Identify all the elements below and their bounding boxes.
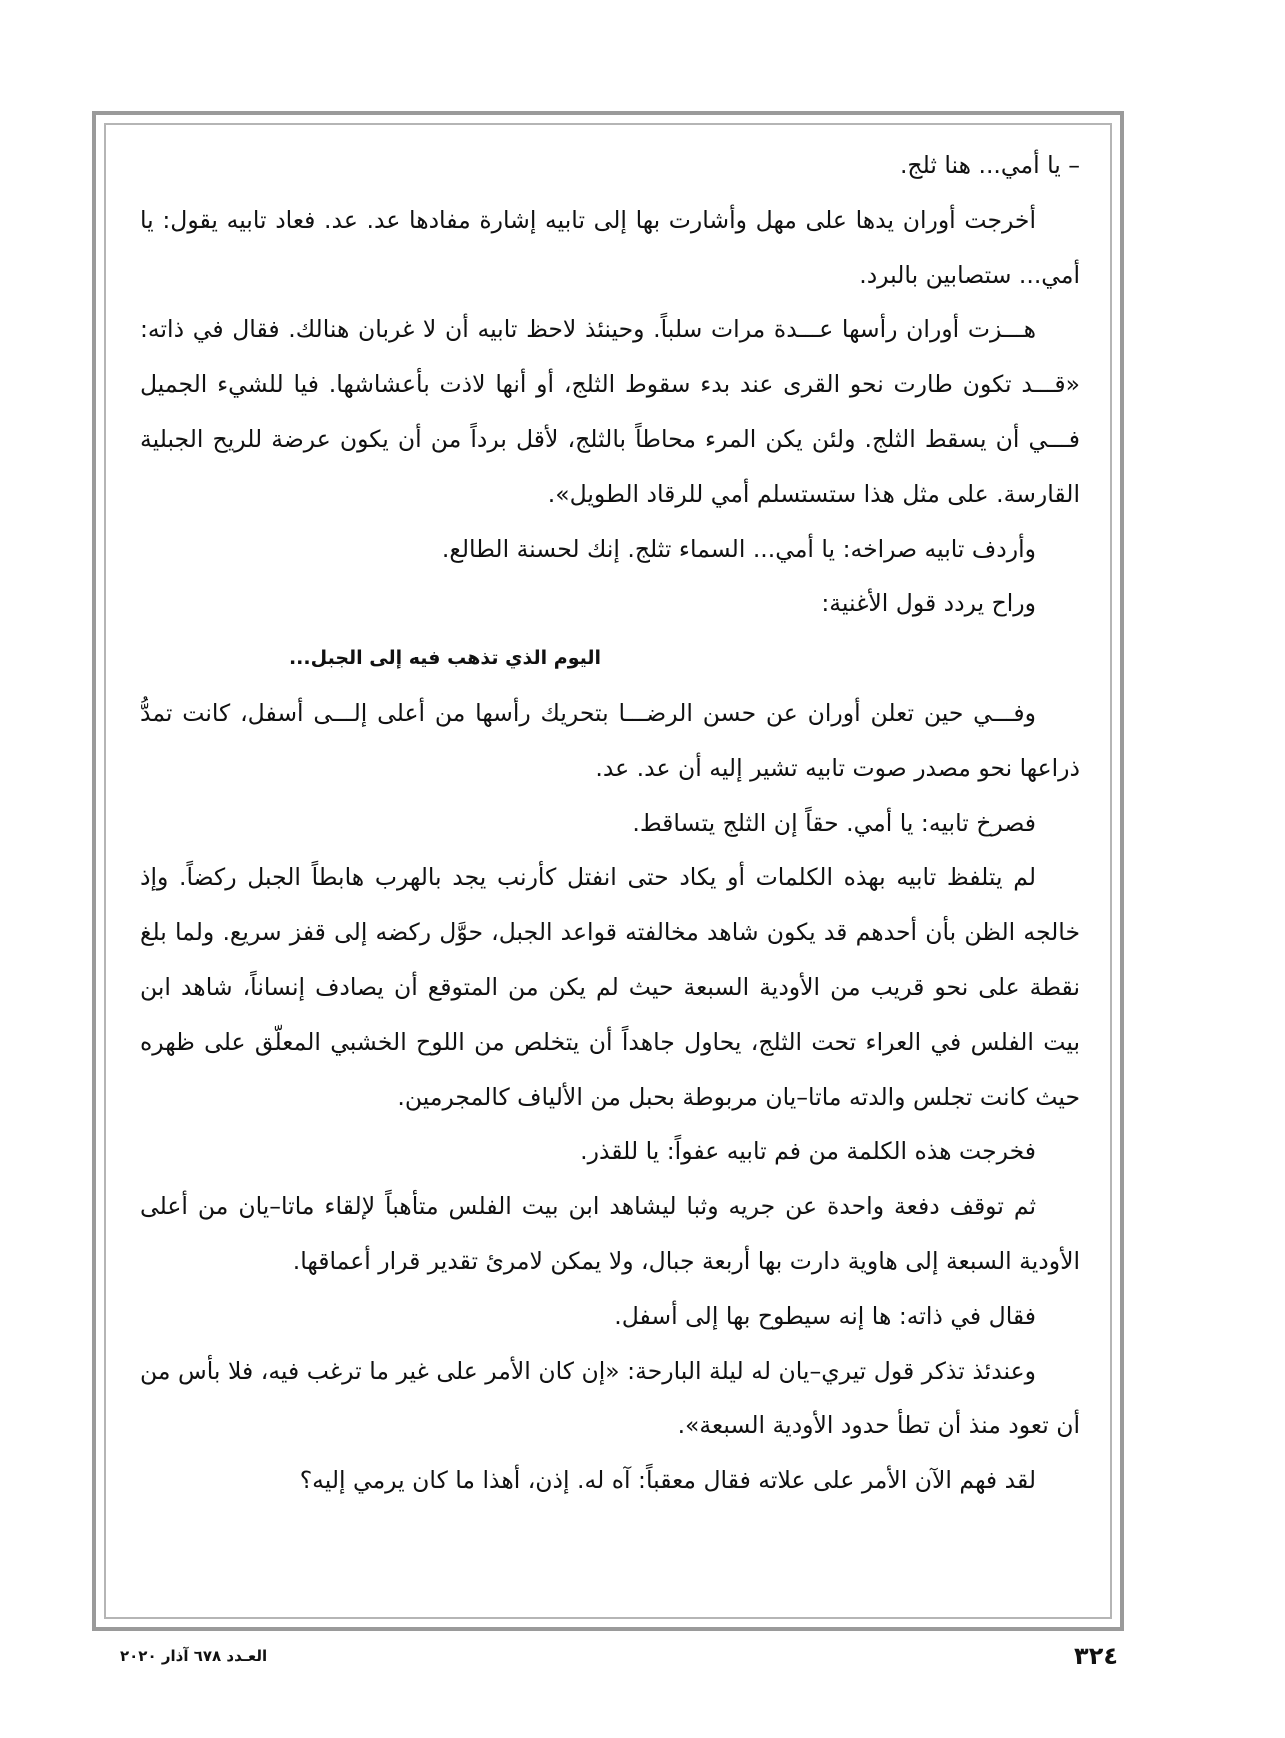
paragraph: وفـــي حين تعلن أوران عن حسن الرضـــا بتحريك رأسها من أعلى إلـــى أسفل، كانت تمدُّ ذراعها نحو مصدر صوت تابيه تشير إليه أن عد. عد. <box>140 698 1080 782</box>
paragraph: ثم توقف دفعة واحدة عن جريه وثبا ليشاهد ابن بيت الفلس متأهباً لإلقاء ماتا–يان من أعلى الأودية السبعة إلى هاوية دارت بها أربعة جبال، ولا يمكن لامرئ تقدير قرار أعماقها. <box>140 1192 1080 1275</box>
paragraph: وعندئذ تذكر قول تيري–يان له ليلة البارحة: «إن كان الأمر على غير ما ترغب فيه، فلا بأس من أن تعود منذ أن تطأ حدود الأودية السبعة». <box>140 1356 1080 1440</box>
paragraph: أخرجت أوران يدها على مهل وأشارت بها إلى تابيه إشارة مفادها عد. عد. فعاد تابيه يقول: يا أمي... ستصابين بالبرد. <box>140 205 1080 289</box>
paragraph: لقد فهم الآن الأمر على علاته فقال معقباً: آه له. إذن، أهذا ما كان يرمي إليه؟ <box>299 1466 1036 1495</box>
paragraph: فخرجت هذه الكلمة من فم تابيه عفواً: يا للقذر. <box>580 1137 1036 1166</box>
paragraph: لم يتلفظ تابيه بهذه الكلمات أو يكاد حتى انفتل كأرنب يجد بالهرب هابطاً الجبل ركضاً. وإذ خالجه الظن بأن أحدهم قد يكون شاهد مخالفته قواعد الجبل، حوَّل ركضه إلى قفز سريع. ولما بلغ نقطة على نحو قريب من الأودية السبعة حيث لم يكن من المتوقع أن يصادف إنساناً، شاهد ابن بيت الفلس في العراء تحت الثلج، يحاول جاهداً أن يتخلص من اللوح الخشبي المعلّق على ظهره حيث كانت تجلس والدته ماتا–يان مربوطة بحبل من الألياف كالمجرمين. <box>140 863 1080 1111</box>
paragraph: فصرخ تابيه: يا أمي. حقاً إن الثلج يتساقط. <box>632 808 1036 837</box>
article-body <box>140 138 1080 1508</box>
paragraph: هـــزت أوران رأسها عـــدة مرات سلباً. وحينئذ لاحظ تابيه أن لا غربان هنالك. فقال في ذاته: «قـــد تكون طارت نحو القرى عند بدء سقوط الثلج، أو أنها لاذت بأعشاشها. فيا للشيء الجميل فـــي أن يسقط الثلج. ولئن يكن المرء محاطاً بالثلج، لأقل برداً من أن يكون عرضة للريح الجبلية القارسة. على مثل هذا ستستسلم أمي للرقاد الطويل». <box>140 315 1080 508</box>
paragraph: وراح يردد قول الأغنية: <box>821 589 1036 618</box>
paragraph: وأردف تابيه صراخه: يا أمي... السماء تثلج. إنك لحسنة الطالع. <box>441 534 1036 563</box>
page-number: ٣٢٤ <box>1074 1642 1118 1670</box>
dialogue-line: – يا أمي... هنا ثلج. <box>899 151 1080 179</box>
issue-info: العـدد ٦٧٨ آذار ٢٠٢٠ <box>120 1647 268 1665</box>
song-line: اليوم الذي تذهب فيه إلى الجبل... <box>288 647 602 670</box>
paragraph: فقال في ذاته: ها إنه سيطوح بها إلى أسفل. <box>614 1301 1036 1330</box>
